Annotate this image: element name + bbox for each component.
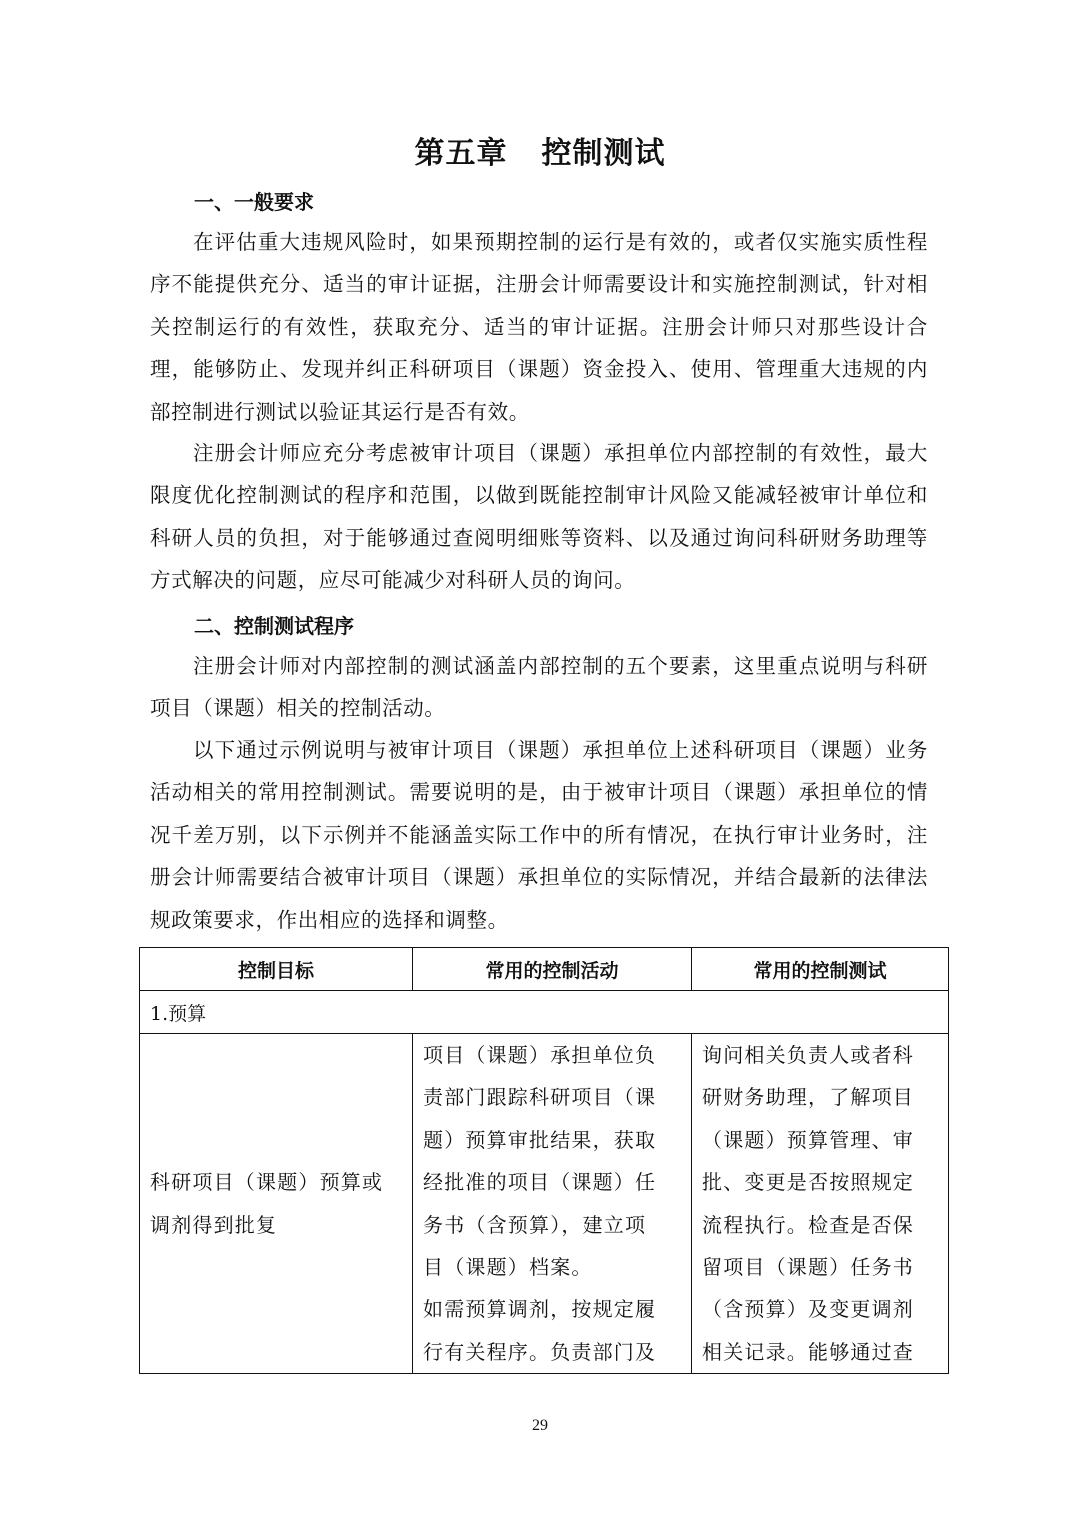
activity-line: 行有关程序。负责部门及 bbox=[423, 1339, 657, 1364]
test-line: （含预算）及变更调剂 bbox=[702, 1297, 914, 1322]
control-tests-table bbox=[139, 947, 949, 1374]
activity-line: 题）预算审批结果，获取 bbox=[423, 1127, 657, 1152]
chapter-name: 控制测试 bbox=[541, 136, 666, 171]
header-control-activity: 常用的控制活动 bbox=[413, 948, 692, 991]
activity-line: 务书（含预算），建立项 bbox=[423, 1212, 647, 1237]
activity-line: 经批准的项目（课题）任 bbox=[423, 1170, 657, 1195]
paragraph-general-1: 在评估重大违规风险时，如果预期控制的运行是有效的，或者仅实施实质性程序不能提供充分、适当的审计证据，注册会计师需要设计和实施控制测试，针对相关控制运行的有效性，获取充分、适当的审计证据。注册会计师只对那些设计合理，能够防止、发现并纠正科研项目（课题）资金投入、使用、管理重大违规的内部控制进行测试以验证其运行是否有效。 bbox=[150, 230, 928, 424]
activity-line: 责部门跟踪科研项目（课 bbox=[423, 1085, 657, 1110]
chapter-number: 第五章 bbox=[414, 136, 508, 171]
objective-cell: 科研项目（课题）预算或调剂得到批复 bbox=[140, 1034, 413, 1374]
paragraph-procedures-2: 以下通过示例说明与被审计项目（课题）承担单位上述科研项目（课题）业务活动相关的常用控制测试。需要说明的是，由于被审计项目（课题）承担单位的情况千差万别，以下示例并不能涵盖实际工作中的所有情况，在执行审计业务时，注册会计师需要结合被审计项目（课题）承担单位的实际情况，并结合最新的法律法规政策要求，作出相应的选择和调整。 bbox=[150, 738, 928, 932]
test-line: 留项目（课题）任务书 bbox=[702, 1255, 914, 1280]
header-control-objective: 控制目标 bbox=[140, 948, 413, 991]
chapter-title bbox=[0, 128, 1080, 172]
test-cell bbox=[692, 1034, 949, 1374]
table-header-row bbox=[140, 948, 949, 991]
test-line: 询问相关负责人或者科 bbox=[702, 1043, 914, 1067]
test-line: 批、变更是否按照规定 bbox=[702, 1170, 914, 1195]
activity-cell bbox=[413, 1034, 692, 1374]
section-heading-general-requirements: 一、一般要求 bbox=[194, 190, 314, 214]
section-heading-test-procedures: 二、控制测试程序 bbox=[194, 614, 354, 638]
paragraph-procedures-1: 注册会计师对内部控制的测试涵盖内部控制的五个要素，这里重点说明与科研项目（课题）相关的控制活动。 bbox=[150, 654, 928, 721]
test-line: 流程执行。检查是否保 bbox=[702, 1212, 914, 1237]
activity-line: 项目（课题）承担单位负 bbox=[423, 1043, 657, 1067]
activity-line: 目（课题）档案。 bbox=[423, 1255, 593, 1280]
table-section-row bbox=[140, 991, 949, 1034]
activity-line: 如需预算调剂，按规定履 bbox=[423, 1297, 657, 1322]
table-row bbox=[140, 1034, 949, 1374]
section-label-budget: 1.预算 bbox=[140, 991, 949, 1034]
page-number: 29 bbox=[532, 1417, 548, 1434]
test-line: 相关记录。能够通过查 bbox=[702, 1339, 914, 1364]
test-line: （课题）预算管理、审 bbox=[702, 1127, 914, 1152]
test-line: 研财务助理，了解项目 bbox=[702, 1085, 914, 1110]
paragraph-general-2: 注册会计师应充分考虑被审计项目（课题）承担单位内部控制的有效性，最大限度优化控制测试的程序和范围，以做到既能控制审计风险又能减轻被审计单位和科研人员的负担，对于能够通过查阅明细账等资料、以及通过询问科研财务助理等方式解决的问题，应尽可能减少对科研人员的询问。 bbox=[150, 441, 928, 593]
header-control-test: 常用的控制测试 bbox=[692, 948, 949, 991]
